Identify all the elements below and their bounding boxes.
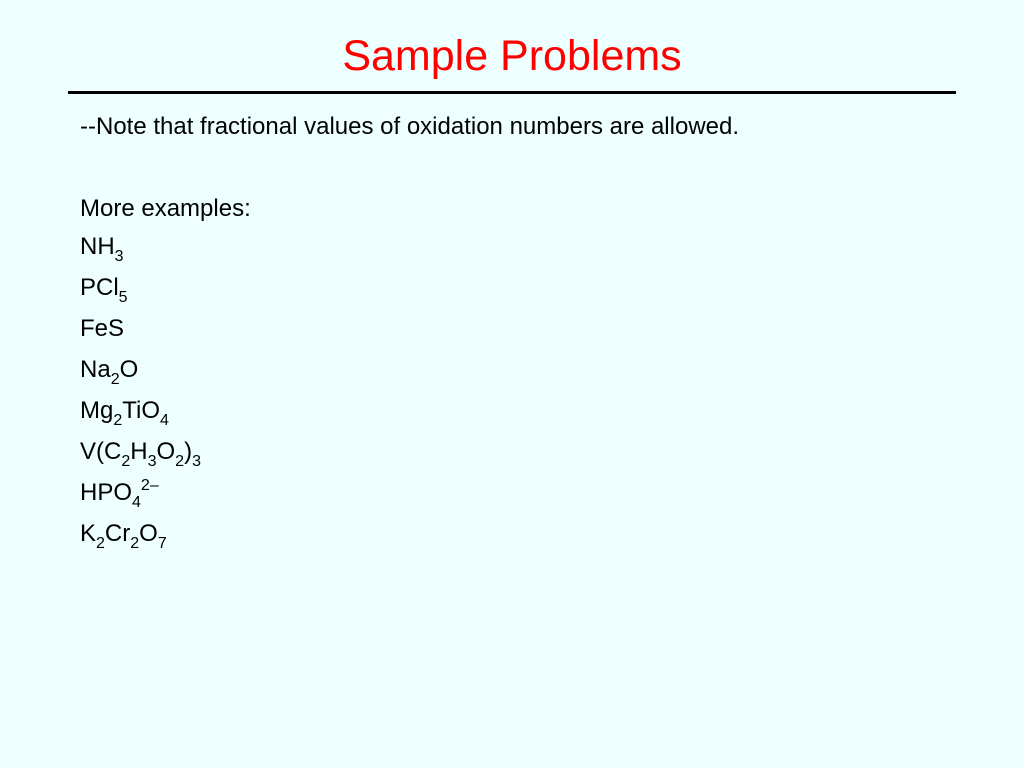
formula-text: O (156, 438, 176, 465)
formula-subscript: 7 (157, 535, 167, 552)
formula-text: ) (184, 438, 193, 465)
formula-subscript: 3 (147, 453, 157, 470)
formula-text: TiO (122, 397, 161, 424)
formula-text: O (119, 356, 139, 383)
formula-text: H (130, 438, 148, 465)
formula-text: NH (80, 233, 115, 260)
formula-subscript: 4 (132, 494, 141, 511)
formula-subscript: 2 (175, 453, 185, 470)
formula-text: PCl (80, 274, 119, 301)
formula-item (80, 356, 201, 397)
formula-item (80, 479, 201, 520)
formula-subscript: 5 (118, 289, 128, 306)
formula-subscript: 3 (192, 453, 201, 470)
formula-list (80, 233, 201, 561)
examples-heading: More examples: (80, 195, 251, 222)
formula-text: O (139, 520, 158, 547)
formula-item (80, 397, 201, 438)
formula-item (80, 233, 201, 274)
formula-text: K (80, 520, 97, 547)
formula-text: Na (80, 356, 111, 383)
formula-text: FeS (80, 315, 125, 342)
formula-item (80, 274, 201, 315)
formula-subscript: 2 (110, 371, 120, 388)
formula-text: HPO (80, 479, 133, 506)
formula-subscript: 4 (160, 412, 169, 429)
formula-subscript: 2 (130, 535, 140, 552)
formula-text: Cr (104, 520, 131, 547)
formula-subscript: 2 (96, 535, 105, 552)
formula-superscript: 2– (140, 477, 159, 494)
formula-text: V(C (80, 438, 122, 465)
formula-item (80, 438, 201, 479)
title-divider (68, 91, 956, 94)
formula-text: Mg (80, 397, 114, 424)
formula-item (80, 520, 201, 561)
formula-subscript: 2 (121, 453, 131, 470)
formula-subscript: 3 (114, 248, 124, 265)
formula-subscript: 2 (113, 412, 123, 429)
formula-item (80, 315, 201, 356)
slide-title: Sample Problems (342, 32, 682, 80)
note-text: --Note that fractional values of oxidation numbers are allowed. (80, 113, 740, 140)
